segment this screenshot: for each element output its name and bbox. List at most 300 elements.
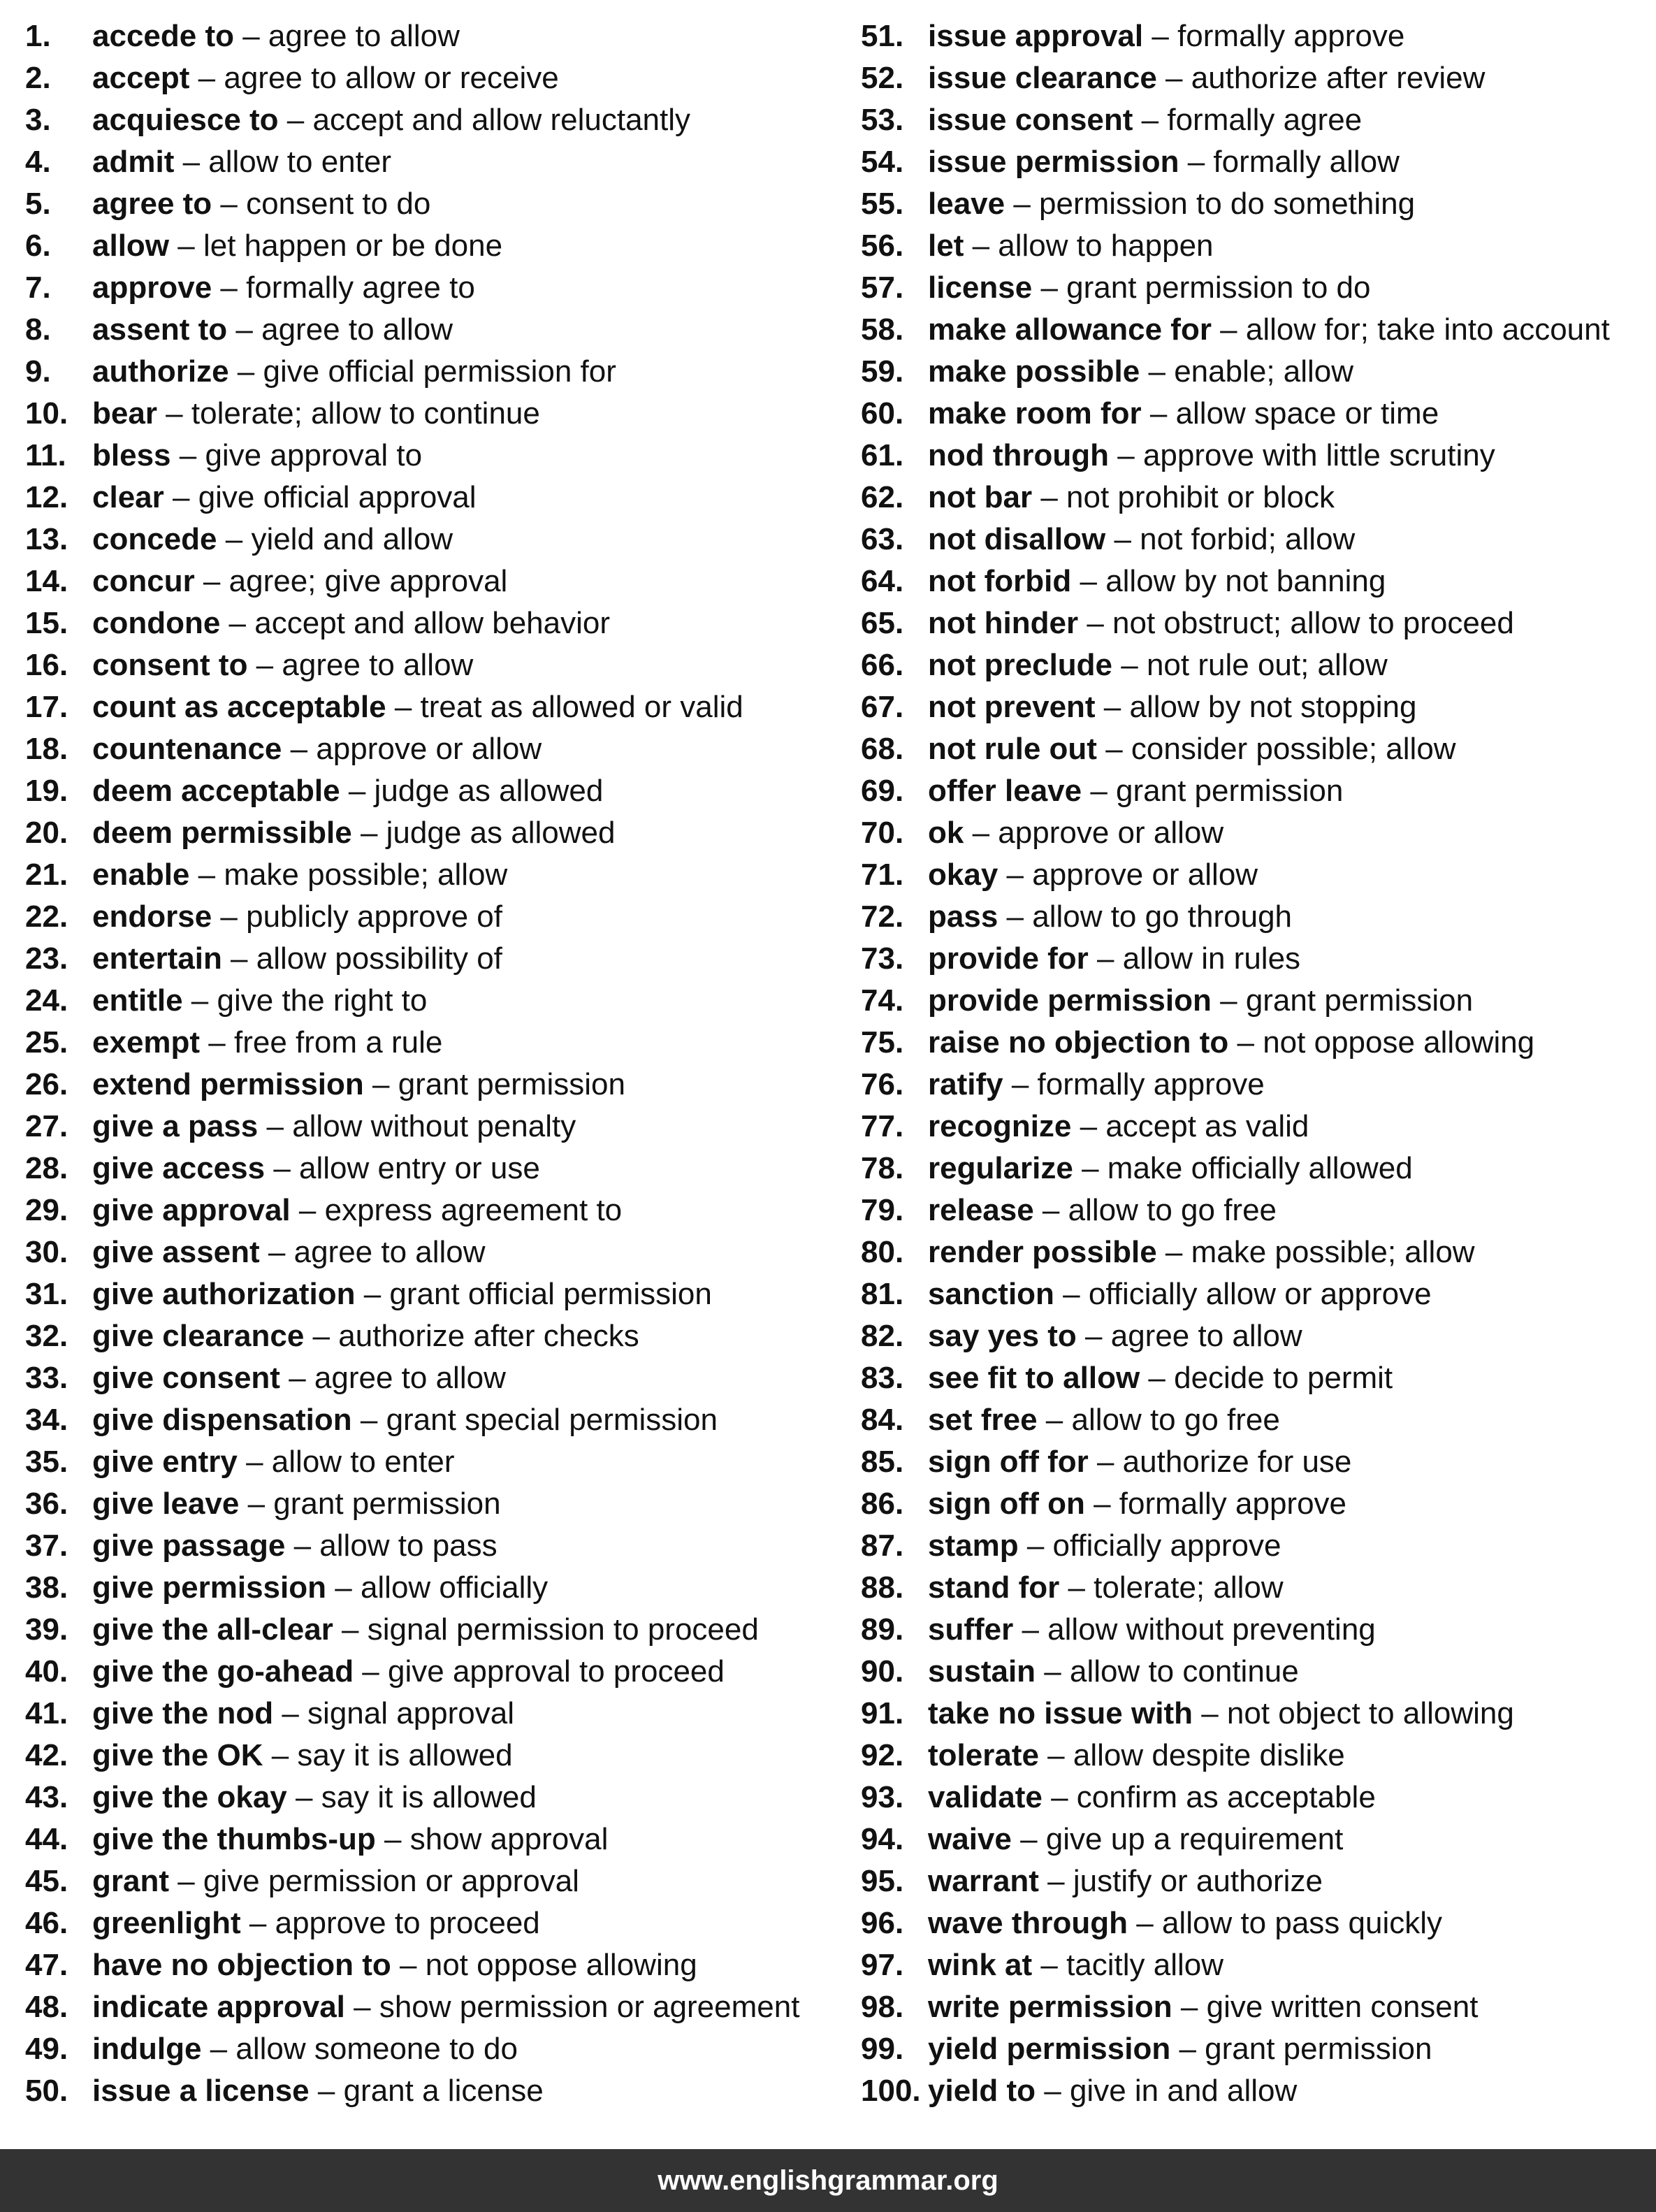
list-item: [25, 2070, 836, 2112]
item-definition: make officially allowed: [1107, 1151, 1413, 1185]
item-term: issue consent: [928, 103, 1133, 137]
item-definition: allow to go free: [1068, 1193, 1277, 1227]
item-separator: –: [1143, 19, 1178, 53]
item-number: 9.: [25, 354, 51, 389]
item-term: entitle: [92, 983, 183, 1018]
item-number: 32.: [25, 1319, 68, 1353]
list-item: [861, 1902, 1650, 1944]
item-term: consent to: [92, 648, 248, 682]
item-term: agree to: [92, 187, 212, 221]
item-term: count as acceptable: [92, 690, 386, 724]
item-separator: –: [263, 1738, 298, 1772]
word-list-column-left: [25, 15, 836, 2112]
item-number: 24.: [25, 983, 68, 1018]
list-item: [25, 393, 836, 435]
item-number: 89.: [861, 1612, 904, 1647]
item-number: 53.: [861, 103, 904, 137]
item-term: license: [928, 270, 1033, 305]
item-separator: –: [1054, 1277, 1089, 1311]
item-term: waive: [928, 1822, 1012, 1856]
item-number: 28.: [25, 1151, 68, 1185]
item-separator: –: [1228, 1025, 1263, 1060]
item-term: wink at: [928, 1948, 1033, 1982]
item-separator: –: [200, 1025, 234, 1060]
item-separator: –: [1036, 2074, 1070, 2108]
list-item: [25, 1777, 836, 1819]
item-separator: –: [170, 438, 205, 472]
list-item: [861, 225, 1650, 267]
item-definition: authorize for use: [1122, 1445, 1352, 1479]
item-number: 82.: [861, 1319, 904, 1353]
item-number: 51.: [861, 19, 904, 53]
item-number: 69.: [861, 774, 904, 808]
list-item: [25, 1064, 836, 1106]
item-separator: –: [212, 899, 247, 934]
list-item: [25, 183, 836, 225]
item-term: not disallow: [928, 522, 1106, 556]
item-separator: –: [1128, 1906, 1162, 1940]
footer-bar: [0, 2149, 1656, 2212]
item-number: 96.: [861, 1906, 904, 1940]
item-definition: agree to allow: [261, 312, 453, 347]
item-number: 75.: [861, 1025, 904, 1060]
item-term: admit: [92, 145, 175, 179]
item-term: have no objection to: [92, 1948, 391, 1982]
item-definition: not rule out; allow: [1146, 648, 1388, 682]
item-separator: –: [1005, 187, 1040, 221]
item-separator: –: [228, 354, 263, 389]
footer-url: www.englishgrammar.org: [658, 2165, 998, 2196]
item-separator: –: [1038, 1864, 1073, 1898]
item-separator: –: [1084, 1487, 1119, 1521]
item-term: issue permission: [928, 145, 1179, 179]
item-number: 4.: [25, 145, 51, 179]
item-number: 19.: [25, 774, 68, 808]
list-item: [25, 1357, 836, 1399]
item-number: 95.: [861, 1864, 904, 1898]
item-term: clear: [92, 480, 164, 514]
item-number: 73.: [861, 941, 904, 976]
item-separator: –: [273, 1696, 308, 1730]
item-separator: –: [1112, 648, 1147, 682]
item-number: 81.: [861, 1277, 904, 1311]
item-separator: –: [1036, 1654, 1070, 1689]
list-item: [25, 2028, 836, 2070]
item-number: 48.: [25, 1990, 68, 2024]
item-separator: –: [1059, 1570, 1094, 1605]
item-definition: formally approve: [1177, 19, 1405, 53]
item-separator: –: [1211, 983, 1246, 1018]
list-item: [25, 1944, 836, 1986]
item-number: 93.: [861, 1780, 904, 1814]
item-term: give access: [92, 1151, 266, 1185]
item-number: 44.: [25, 1822, 68, 1856]
item-definition: give official permission for: [263, 354, 616, 389]
item-term: authorize: [92, 354, 229, 389]
item-separator: –: [164, 480, 198, 514]
item-definition: accept and allow reluctantly: [312, 103, 691, 137]
item-number: 54.: [861, 145, 904, 179]
item-separator: –: [1140, 1361, 1175, 1395]
item-term: give the okay: [92, 1780, 287, 1814]
item-number: 43.: [25, 1780, 68, 1814]
item-number: 41.: [25, 1696, 68, 1730]
item-definition: allow despite dislike: [1073, 1738, 1345, 1772]
item-separator: –: [386, 690, 421, 724]
list-item: [25, 686, 836, 728]
item-definition: permission to do something: [1039, 187, 1416, 221]
list-item: [861, 1441, 1650, 1483]
item-term: suffer: [928, 1612, 1014, 1647]
list-item: [861, 57, 1650, 99]
item-number: 35.: [25, 1445, 68, 1479]
list-item: [25, 1022, 836, 1064]
item-term: sustain: [928, 1654, 1036, 1689]
item-separator: –: [194, 564, 229, 598]
item-separator: –: [1038, 1738, 1073, 1772]
item-term: sign off on: [928, 1487, 1085, 1521]
item-definition: justify or authorize: [1073, 1864, 1323, 1898]
item-definition: agree to allow or receive: [224, 61, 559, 95]
item-term: give permission: [92, 1570, 327, 1605]
list-item: [25, 351, 836, 393]
item-separator: –: [174, 145, 209, 179]
list-item: [25, 1651, 836, 1693]
item-definition: allow without penalty: [292, 1109, 576, 1143]
item-term: greenlight: [92, 1906, 241, 1940]
item-definition: allow to happen: [998, 229, 1214, 263]
item-definition: enable; allow: [1174, 354, 1354, 389]
list-item: [861, 309, 1650, 351]
item-number: 78.: [861, 1151, 904, 1185]
item-definition: not obstruct; allow to proceed: [1112, 606, 1514, 640]
list-item: [861, 477, 1650, 519]
item-definition: agree to allow: [268, 19, 460, 53]
item-number: 12.: [25, 480, 68, 514]
item-separator: –: [326, 1570, 361, 1605]
list-item: [25, 1860, 836, 1902]
item-term: write permission: [928, 1990, 1172, 2024]
item-term: take no issue with: [928, 1696, 1193, 1730]
item-separator: –: [1071, 564, 1106, 598]
item-term: give assent: [92, 1235, 260, 1269]
item-term: yield permission: [928, 2032, 1171, 2066]
item-term: deem permissible: [92, 816, 352, 850]
item-term: sanction: [928, 1277, 1054, 1311]
list-item: [25, 15, 836, 57]
item-term: accept: [92, 61, 190, 95]
item-definition: allow space or time: [1175, 396, 1439, 431]
list-item: [861, 1651, 1650, 1693]
item-term: see fit to allow: [928, 1361, 1140, 1395]
item-separator: –: [1105, 522, 1140, 556]
item-definition: confirm as acceptable: [1076, 1780, 1376, 1814]
item-number: 13.: [25, 522, 68, 556]
item-separator: –: [1082, 774, 1117, 808]
item-separator: –: [240, 1906, 275, 1940]
item-separator: –: [259, 1235, 294, 1269]
item-number: 5.: [25, 187, 51, 221]
item-number: 61.: [861, 438, 904, 472]
item-term: give a pass: [92, 1109, 259, 1143]
list-item: [861, 1735, 1650, 1777]
item-number: 90.: [861, 1654, 904, 1689]
list-item: [25, 99, 836, 141]
item-definition: formally allow: [1213, 145, 1400, 179]
item-separator: –: [1073, 1151, 1107, 1185]
item-separator: –: [1018, 1528, 1053, 1563]
item-term: grant: [92, 1864, 169, 1898]
item-term: release: [928, 1193, 1034, 1227]
item-number: 34.: [25, 1403, 68, 1437]
item-term: provide for: [928, 941, 1089, 976]
item-separator: –: [237, 1445, 272, 1479]
item-term: entertain: [92, 941, 222, 976]
item-separator: –: [309, 2074, 344, 2108]
list-item: [25, 1986, 836, 2028]
item-separator: –: [189, 61, 224, 95]
item-separator: –: [212, 270, 247, 305]
list-item: [25, 141, 836, 183]
item-definition: not forbid; allow: [1140, 522, 1356, 556]
word-list-column-right: [861, 15, 1650, 2112]
item-separator: –: [351, 816, 386, 850]
item-separator: –: [1011, 1822, 1046, 1856]
item-definition: give in and allow: [1069, 2074, 1298, 2108]
list-item: [861, 1860, 1650, 1902]
item-definition: accept as valid: [1105, 1109, 1309, 1143]
item-separator: –: [1156, 61, 1191, 95]
item-separator: –: [1192, 1696, 1227, 1730]
item-separator: –: [201, 2032, 236, 2066]
item-separator: –: [355, 1277, 390, 1311]
list-item: [861, 686, 1650, 728]
item-number: 6.: [25, 229, 51, 263]
item-number: 23.: [25, 941, 68, 976]
list-item: [861, 770, 1650, 812]
item-definition: not oppose allowing: [1263, 1025, 1535, 1060]
list-item: [861, 1357, 1650, 1399]
item-term: enable: [92, 858, 190, 892]
item-number: 3.: [25, 103, 51, 137]
item-term: acquiesce to: [92, 103, 279, 137]
item-number: 74.: [861, 983, 904, 1018]
list-item: [25, 225, 836, 267]
item-number: 57.: [861, 270, 904, 305]
list-item: [25, 267, 836, 309]
item-definition: make possible; allow: [1191, 1235, 1475, 1269]
item-term: give the thumbs-up: [92, 1822, 376, 1856]
item-separator: –: [247, 648, 282, 682]
item-definition: yield and allow: [251, 522, 453, 556]
list-item: [25, 728, 836, 770]
item-definition: authorize after review: [1191, 61, 1486, 95]
item-definition: approve to proceed: [275, 1906, 540, 1940]
item-definition: signal permission to proceed: [367, 1612, 759, 1647]
item-definition: grant permission: [273, 1487, 501, 1521]
item-term: give the all-clear: [92, 1612, 333, 1647]
item-term: accede to: [92, 19, 234, 53]
item-term: ok: [928, 816, 964, 850]
list-item: [25, 1693, 836, 1735]
item-term: not rule out: [928, 732, 1097, 766]
item-term: say yes to: [928, 1319, 1077, 1353]
item-term: give clearance: [92, 1319, 305, 1353]
item-separator: –: [239, 1487, 274, 1521]
list-item: [861, 1231, 1650, 1273]
list-item: [861, 2028, 1650, 2070]
item-term: assent to: [92, 312, 228, 347]
item-number: 60.: [861, 396, 904, 431]
item-separator: –: [1003, 1067, 1038, 1101]
item-separator: –: [265, 1151, 300, 1185]
item-definition: agree; give approval: [228, 564, 508, 598]
list-item: [861, 980, 1650, 1022]
list-item: [861, 393, 1650, 435]
item-number: 71.: [861, 858, 904, 892]
list-item: [861, 1693, 1650, 1735]
item-separator: –: [285, 1528, 320, 1563]
item-separator: –: [344, 1990, 379, 2024]
item-separator: –: [1042, 1780, 1077, 1814]
list-item: [861, 1022, 1650, 1064]
list-item: [861, 1190, 1650, 1231]
item-number: 14.: [25, 564, 68, 598]
item-number: 67.: [861, 690, 904, 724]
item-number: 88.: [861, 1570, 904, 1605]
item-separator: –: [278, 103, 313, 137]
item-number: 85.: [861, 1445, 904, 1479]
item-number: 17.: [25, 690, 68, 724]
list-item: [861, 141, 1650, 183]
item-term: exempt: [92, 1025, 201, 1060]
item-definition: grant permission: [1205, 2032, 1432, 2066]
list-item: [861, 602, 1650, 644]
item-term: bless: [92, 438, 171, 472]
item-separator: –: [258, 1109, 293, 1143]
item-separator: –: [169, 229, 203, 263]
item-number: 18.: [25, 732, 68, 766]
item-separator: –: [1211, 312, 1246, 347]
item-separator: –: [375, 1822, 410, 1856]
list-item: [25, 896, 836, 938]
item-number: 25.: [25, 1025, 68, 1060]
item-number: 38.: [25, 1570, 68, 1605]
list-item: [861, 812, 1650, 854]
item-term: make possible: [928, 354, 1140, 389]
item-definition: allow to continue: [1069, 1654, 1299, 1689]
item-definition: allow to enter: [271, 1445, 455, 1479]
list-item: [861, 1148, 1650, 1190]
item-separator: –: [340, 774, 375, 808]
item-definition: judge as allowed: [386, 816, 616, 850]
item-definition: allow by not banning: [1105, 564, 1386, 598]
item-number: 65.: [861, 606, 904, 640]
item-number: 11.: [25, 438, 66, 472]
item-term: concede: [92, 522, 217, 556]
list-item: [25, 1567, 836, 1609]
item-number: 15.: [25, 606, 68, 640]
item-definition: allow for; take into account: [1245, 312, 1610, 347]
item-number: 50.: [25, 2074, 68, 2108]
item-definition: grant permission: [398, 1067, 625, 1101]
item-number: 45.: [25, 1864, 68, 1898]
item-number: 33.: [25, 1361, 68, 1395]
item-number: 84.: [861, 1403, 904, 1437]
item-definition: allow to go free: [1071, 1403, 1280, 1437]
item-number: 31.: [25, 1277, 68, 1311]
list-item: [25, 1231, 836, 1273]
item-number: 62.: [861, 480, 904, 514]
item-definition: give written consent: [1206, 1990, 1479, 2024]
item-term: make room for: [928, 396, 1142, 431]
item-definition: allow to enter: [208, 145, 391, 179]
item-separator: –: [998, 899, 1033, 934]
list-item: [25, 1483, 836, 1525]
list-item: [861, 644, 1650, 686]
item-definition: give approval to proceed: [388, 1654, 725, 1689]
item-definition: grant permission: [1116, 774, 1344, 808]
item-definition: formally approve: [1119, 1487, 1347, 1521]
item-definition: allow without preventing: [1047, 1612, 1376, 1647]
item-term: give the go-ahead: [92, 1654, 354, 1689]
item-term: give dispensation: [92, 1403, 352, 1437]
item-number: 100.: [861, 2074, 921, 2108]
item-definition: formally approve: [1037, 1067, 1265, 1101]
item-number: 86.: [861, 1487, 904, 1521]
list-item: [25, 1273, 836, 1315]
list-item: [861, 435, 1650, 477]
item-number: 39.: [25, 1612, 68, 1647]
item-definition: say it is allowed: [297, 1738, 513, 1772]
list-item: [25, 1148, 836, 1190]
item-number: 76.: [861, 1067, 904, 1101]
item-number: 79.: [861, 1193, 904, 1227]
item-number: 56.: [861, 229, 904, 263]
item-term: render possible: [928, 1235, 1157, 1269]
item-number: 99.: [861, 2032, 904, 2066]
list-item: [861, 1777, 1650, 1819]
item-number: 59.: [861, 354, 904, 389]
item-separator: –: [279, 1361, 314, 1395]
item-term: allow: [92, 229, 170, 263]
item-number: 46.: [25, 1906, 68, 1940]
item-number: 16.: [25, 648, 68, 682]
item-definition: agree to allow: [293, 1235, 486, 1269]
item-definition: tolerate; allow: [1094, 1570, 1284, 1605]
item-term: issue approval: [928, 19, 1144, 53]
item-separator: –: [1032, 270, 1067, 305]
item-separator: –: [1133, 103, 1168, 137]
item-term: nod through: [928, 438, 1110, 472]
item-number: 42.: [25, 1738, 68, 1772]
item-number: 55.: [861, 187, 904, 221]
item-number: 83.: [861, 1361, 904, 1395]
item-number: 87.: [861, 1528, 904, 1563]
item-term: leave: [928, 187, 1005, 221]
list-item: [861, 728, 1650, 770]
item-definition: grant a license: [343, 2074, 544, 2108]
item-number: 70.: [861, 816, 904, 850]
item-separator: –: [286, 1780, 321, 1814]
item-number: 29.: [25, 1193, 68, 1227]
item-term: stand for: [928, 1570, 1060, 1605]
item-separator: –: [217, 522, 252, 556]
item-definition: show permission or agreement: [379, 1990, 800, 2024]
list-item: [25, 1399, 836, 1441]
item-number: 68.: [861, 732, 904, 766]
list-item: [25, 1525, 836, 1567]
